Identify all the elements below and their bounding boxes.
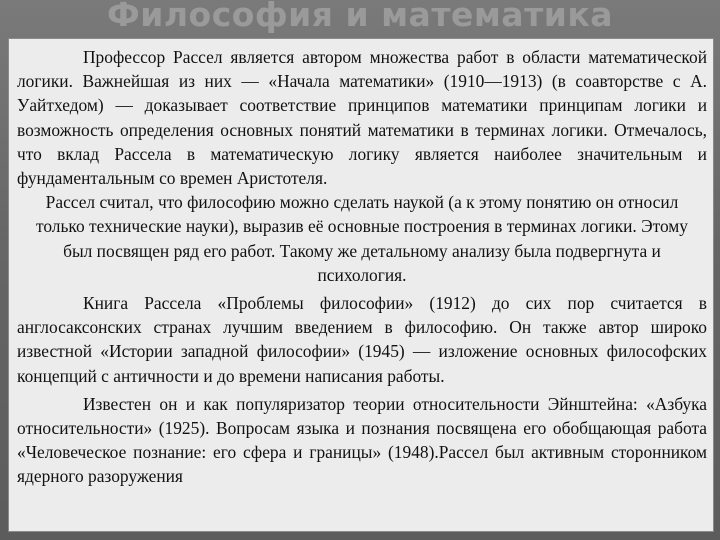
- slide-title: Философия и математика: [107, 0, 613, 34]
- content-text-box: [8, 38, 714, 532]
- paragraph-4: Известен он и как популяризатор теории относительности Эйнштейна: «Азбука относительности» (1925). Вопросам языка и познания посвящена его обобщающая работа «Человеческое познание: его сфера и границы» (1948).Рассел был активным сторонником ядерного разоружения: [17, 393, 707, 487]
- paragraph-3: Книга Рассела «Проблемы философии» (1912) до сих пор считается в англосаксонских странах лучшим введением в философию. Он также автор широко известной «Истории западной философии» (1945) — изложение основных философских концепций с античности и до времени написания работы.: [17, 293, 707, 386]
- paragraph-2: Рассел считал, что философию можно сделать наукой (а к этому понятию он относил только технические науки), выразив её основные построения в терминах логики. Этому был посвящен ряд его работ. Такому же детальному анализу была подвергнута и психология.: [35, 192, 689, 285]
- paragraph-1: Профессор Рассел является автором множества работ в области математической логики. Важнейшая из них — «Начала математики» (1910—1913) (в соавторстве с А. Уайтхедом) — доказывает соответствие принципов математики принципам логики и возможность определения основных понятий математики в терминах логики. Отмечалось, что вклад Рассела в математическую логику является наиболее значительным и фундаментальным со времен Аристотеля.: [17, 47, 707, 189]
